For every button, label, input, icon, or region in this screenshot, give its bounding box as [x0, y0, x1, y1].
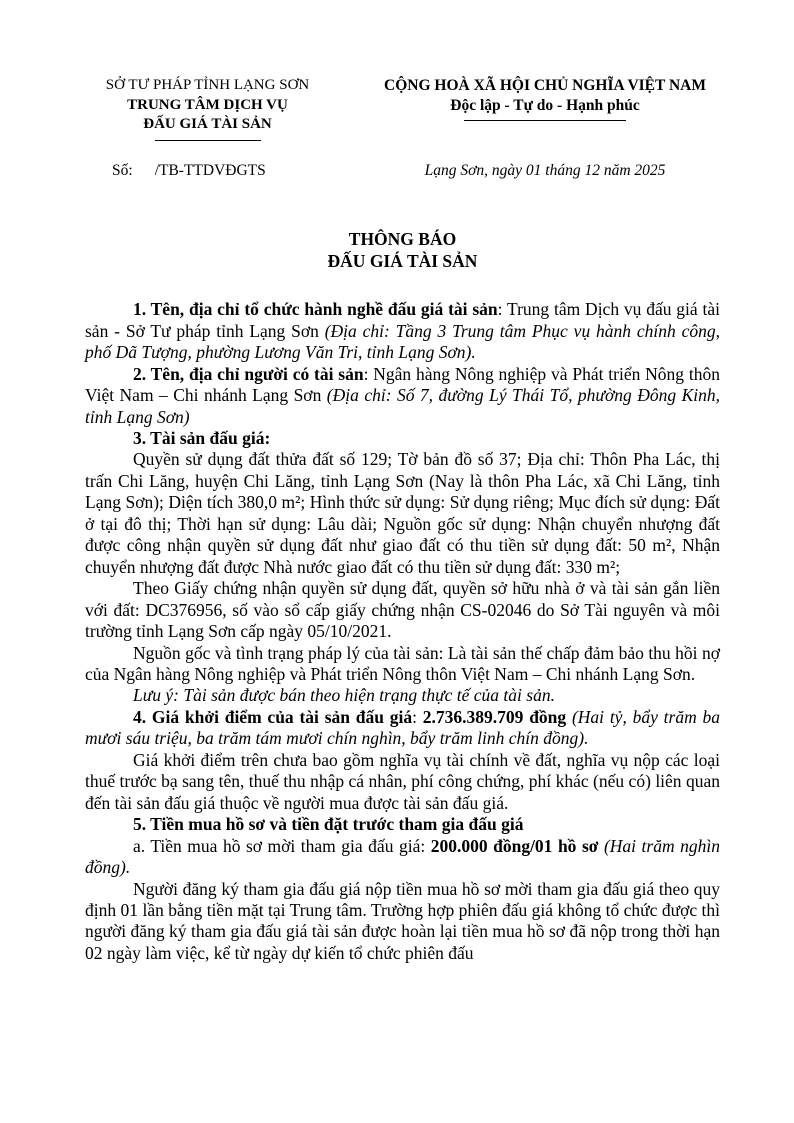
- place-date-line: Lạng Sơn, ngày 01 tháng 12 năm 2025: [424, 162, 666, 180]
- paragraph-10: [85, 814, 720, 835]
- text-run: :: [412, 706, 423, 727]
- document-body: [85, 299, 720, 964]
- paragraph-4: [85, 449, 720, 578]
- paragraph-11: [85, 836, 720, 879]
- paragraph-7: [85, 685, 720, 706]
- header-second-row: [85, 161, 720, 181]
- document-number-value: /TB-TTDVĐGTS: [154, 162, 266, 180]
- text-run: Theo Giấy chứng nhận quyền sử dụng đất, quyền sở hữu nhà ở và tài sản gắn liền với đất: DC376956, số vào sổ cấp giấy chứng nhận CS-02046 do Sở Tài nguyên và môi trường tỉnh Lạng Sơn cấp ngày 05/10/2021.: [85, 578, 720, 642]
- text-run: Lưu ý: Tài sản được bán theo hiện trạng thực tế của tài sản.: [133, 685, 555, 706]
- text-run: (Hai tỷ, bẩy trăm ba mươi sáu triệu, ba trăm tám mươi chín nghìn, bẩy trăm linh chín đồng).: [85, 706, 720, 749]
- text-run: (Địa chỉ: Số 7, đường Lý Thái Tổ, phường Đông Kinh, tỉnh Lạng Sơn): [85, 385, 720, 427]
- org-underline: [155, 140, 261, 141]
- paragraph-2: [85, 364, 720, 428]
- motto-underline: [464, 120, 626, 121]
- text-run: 3. Tài sản đấu giá:: [133, 428, 271, 449]
- document-header: [85, 76, 720, 141]
- text-run: (Hai trăm nghìn đồng).: [85, 835, 720, 878]
- text-run: : Ngân hàng Nông nghiệp và Phát triển Nông thôn Việt Nam – Chi nhánh Lạng Sơn: [85, 363, 720, 406]
- paragraph-6: [85, 643, 720, 686]
- text-run: Nguồn gốc và tình trạng pháp lý của tài sản: Là tài sản thế chấp đảm bảo thu hồi nợ của Ngân hàng Nông nghiệp và Phát triển Nông thôn Việt Nam – Chi nhánh Lạng Sơn.: [85, 642, 720, 684]
- national-title: CỘNG HOÀ XÃ HỘI CHỦ NGHĨA VIỆT NAM: [384, 77, 706, 94]
- paragraph-8: [85, 707, 720, 750]
- text-run: Quyền sử dụng đất thửa đất số 129; Tờ bản đồ số 37; Địa chỉ: Thôn Pha Lác, thị trấn Chi Lăng, huyện Chi Lăng, tỉnh Lạng Sơn (Nay là thôn Pha Lác, xã Chi Lăng, tỉnh Lạng Sơn); Diện tích 380,0 m²; Hình thức sử dụng: Sử dụng riêng; Mục đích sử dụng: Đất ở tại đô thị; Thời hạn sử dụng: Lâu dài; Nguồn gốc sử dụng: Nhận chuyển nhượng đất được công nhận quyền sử dụng đất như giao đất có thu tiền sử dụng đất: 50 m², Nhận chuyển nhượng đất được Nhà nước giao đất có thu tiền sử dụng đất: 330 m²;: [85, 449, 720, 577]
- paragraph-1: [85, 299, 720, 363]
- paragraph-12: [85, 879, 720, 965]
- document-title: [85, 229, 720, 272]
- text-run: a. Tiền mua hồ sơ mời tham gia đấu giá:: [133, 835, 431, 856]
- text-run: 2.736.389.709 đồng: [422, 706, 567, 727]
- paragraph-5: [85, 578, 720, 642]
- text-run: 200.000 đồng/01 hồ sơ: [430, 835, 599, 856]
- text-run: : Trung tâm Dịch vụ đấu giá tài sản - Sở Tư pháp tỉnh Lạng Sơn: [85, 299, 720, 341]
- document-title-line1: THÔNG BÁO: [348, 229, 457, 250]
- text-run: 1. Tên, địa chỉ tổ chức hành nghề đấu giá tài sản: [133, 299, 498, 320]
- org-name-line2: ĐẤU GIÁ TÀI SẢN: [143, 116, 272, 133]
- org-name-line1: TRUNG TÂM DỊCH VỤ: [127, 96, 288, 113]
- document-number-label: Số:: [112, 162, 133, 180]
- text-run: 2. Tên, địa chỉ người có tài sản: [133, 363, 364, 384]
- org-parent-name: SỞ TƯ PHÁP TỈNH LẠNG SƠN: [105, 77, 310, 93]
- issuing-org-block: [85, 76, 330, 141]
- text-run: Giá khởi điểm trên chưa bao gồm nghĩa vụ tài chính về đất, nghĩa vụ nộp các loại thuế trước bạ sang tên, thuế thu nhập cá nhân, phí công chứng, phí khác (nếu có) liên quan đến tài sản đấu giá thuộc về người mua được tài sản đấu giá.: [85, 749, 720, 813]
- document-title-line2: ĐẤU GIÁ TÀI SẢN: [327, 250, 478, 271]
- document-number-line: [85, 161, 330, 181]
- text-run: 5. Tiền mua hồ sơ và tiền đặt trước tham gia đấu giá: [133, 814, 524, 835]
- text-run: 4. Giá khởi điểm của tài sản đấu giá: [133, 706, 413, 727]
- paragraph-3: [85, 428, 720, 449]
- national-motto: Độc lập - Tự do - Hạnh phúc: [450, 96, 640, 114]
- text-run: (Địa chỉ: Tầng 3 Trung tâm Phục vụ hành chính công, phố Dã Tượng, phường Lương Văn Tri, tỉnh Lạng Sơn).: [85, 320, 720, 363]
- paragraph-9: [85, 750, 720, 814]
- text-run: Người đăng ký tham gia đấu giá nộp tiền mua hồ sơ mời tham gia đấu giá theo quy định 01 lần bằng tiền mặt tại Trung tâm. Trường hợp phiên đấu giá không tổ chức được thì người đăng ký tham gia đấu giá tài sản được hoàn lại tiền mua hồ sơ đã nộp trong thời hạn 02 ngày làm việc, kể từ ngày dự kiến tổ chức phiên đấu: [85, 878, 720, 963]
- national-motto-block: [370, 76, 720, 121]
